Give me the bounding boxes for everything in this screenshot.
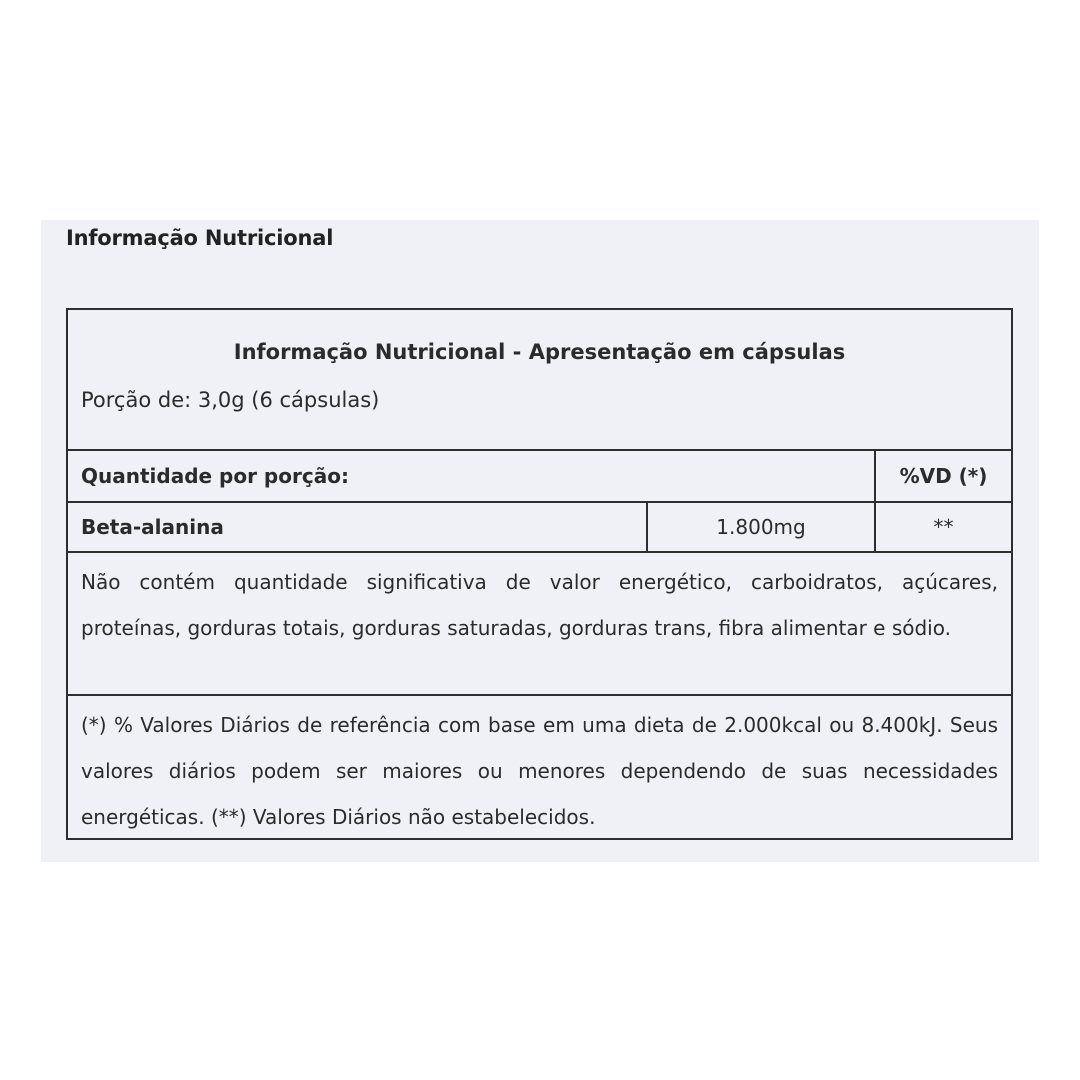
portion-size: Porção de: 3,0g (6 cápsulas)	[81, 388, 380, 412]
nutrient-amount: 1.800mg	[646, 503, 874, 551]
quantity-row	[68, 451, 1011, 503]
footnote-row	[68, 696, 1011, 838]
notes-text: Não contém quantidade significativa de valor energético, carboidratos, açúcares, proteínas, gorduras totais, gorduras saturadas, gorduras trans, fibra alimentar e sódio.	[81, 570, 998, 640]
nutrition-panel	[41, 220, 1039, 862]
vd-header: %VD (*)	[874, 451, 1011, 501]
quantity-label: Quantidade por porção:	[81, 464, 349, 488]
nutrient-vd: **	[874, 503, 1011, 551]
panel-title: Informação Nutricional	[66, 226, 334, 250]
nutrient-name: Beta-alanina	[81, 515, 224, 539]
footnote-text: (*) % Valores Diários de referência com base em uma dieta de 2.000kcal ou 8.400kJ. Seus valores diários podem ser maiores ou menores dependendo de suas necessidades energéticas. (**) Valores Diários não estabelecidos.	[81, 713, 998, 829]
table-row	[68, 503, 1011, 553]
nutrition-table	[66, 308, 1013, 840]
table-header	[68, 310, 1011, 451]
table-title: Informação Nutricional - Apresentação em cápsulas	[233, 340, 846, 364]
notes-row	[68, 553, 1011, 696]
